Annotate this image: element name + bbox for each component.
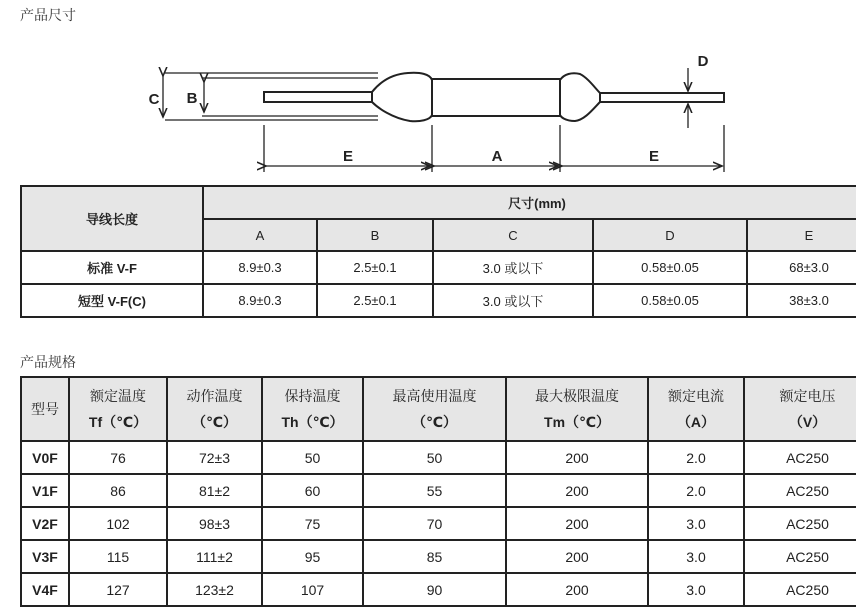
cell: 55 [363,474,506,507]
header-rated-voltage: 额定电压 （V） [744,377,856,441]
header-max-use-temp: 最高使用温度 （℃） [363,377,506,441]
row-label: 标准 V-F [21,251,203,284]
header-rated-temp: 额定温度 Tf（℃） [69,377,167,441]
cell: AC250 [744,507,856,540]
cell: 85 [363,540,506,573]
cell: 200 [506,474,648,507]
header-max-limit-temp: 最大极限温度 Tm（℃） [506,377,648,441]
header-model: 型号 [21,377,69,441]
model-cell: V1F [21,474,69,507]
cell: 115 [69,540,167,573]
cell: 200 [506,507,648,540]
model-cell: V2F [21,507,69,540]
cell: 3.0 [648,573,744,606]
cell: 111±2 [167,540,262,573]
cell: 38±3.0 [747,284,856,317]
cell: 60 [262,474,363,507]
table-row [21,573,856,606]
cell: 2.0 [648,441,744,474]
label-e-right: E [648,148,660,165]
cell: 127 [69,573,167,606]
header-holding-temp: 保持温度 Th（℃） [262,377,363,441]
header-lead-length: 导线长度 [21,186,203,251]
cell: AC250 [744,441,856,474]
col-header: B [317,219,433,251]
fuse-body [432,79,560,116]
header-dimensions: 尺寸(mm) [203,186,856,219]
cell: 90 [363,573,506,606]
cell: 200 [506,540,648,573]
header-operating-temp: 动作温度 （℃） [167,377,262,441]
cell: 50 [363,441,506,474]
specs-table [20,376,856,607]
table-row [21,251,856,284]
section-title-dimensions: 产品尺寸 [20,8,76,24]
section-title-specs: 产品规格 [20,355,76,371]
header-rated-current: 额定电流 （A） [648,377,744,441]
cell: 102 [69,507,167,540]
cell: 107 [262,573,363,606]
cell: 81±2 [167,474,262,507]
cell: AC250 [744,573,856,606]
left-bead [372,73,432,121]
table-row [21,507,856,540]
cell: 86 [69,474,167,507]
cell: 50 [262,441,363,474]
model-cell: V4F [21,573,69,606]
cell: 68±3.0 [747,251,856,284]
cell: 3.0 [648,507,744,540]
right-lead [600,93,724,102]
cell: 123±2 [167,573,262,606]
cell: 95 [262,540,363,573]
fuse-dimension-diagram [0,0,856,180]
col-header: A [203,219,317,251]
table-row [21,540,856,573]
left-lead [264,92,372,102]
cell: 2.5±0.1 [317,284,433,317]
label-c: C [148,91,160,108]
cell: 200 [506,573,648,606]
cell: 76 [69,441,167,474]
cell: AC250 [744,540,856,573]
model-cell: V3F [21,540,69,573]
label-a: A [491,148,503,165]
cell: 3.0 或以下 [433,251,593,284]
cell: 0.58±0.05 [593,284,747,317]
cell: 8.9±0.3 [203,284,317,317]
cell: 3.0 [648,540,744,573]
row-label: 短型 V-F(C) [21,284,203,317]
dimensions-table [20,185,856,318]
label-b: B [186,90,198,107]
cell: 200 [506,441,648,474]
table-row [21,441,856,474]
model-cell: V0F [21,441,69,474]
col-header: C [433,219,593,251]
table-row [21,284,856,317]
cell: 2.0 [648,474,744,507]
label-e-left: E [342,148,354,165]
cell: 2.5±0.1 [317,251,433,284]
cell: 8.9±0.3 [203,251,317,284]
cell: 72±3 [167,441,262,474]
cell: 70 [363,507,506,540]
cell: 75 [262,507,363,540]
cell: AC250 [744,474,856,507]
cell: 98±3 [167,507,262,540]
right-bead [560,73,600,121]
table-row [21,474,856,507]
label-d: D [697,53,709,70]
cell: 0.58±0.05 [593,251,747,284]
col-header: D [593,219,747,251]
cell: 3.0 或以下 [433,284,593,317]
col-header: E [747,219,856,251]
